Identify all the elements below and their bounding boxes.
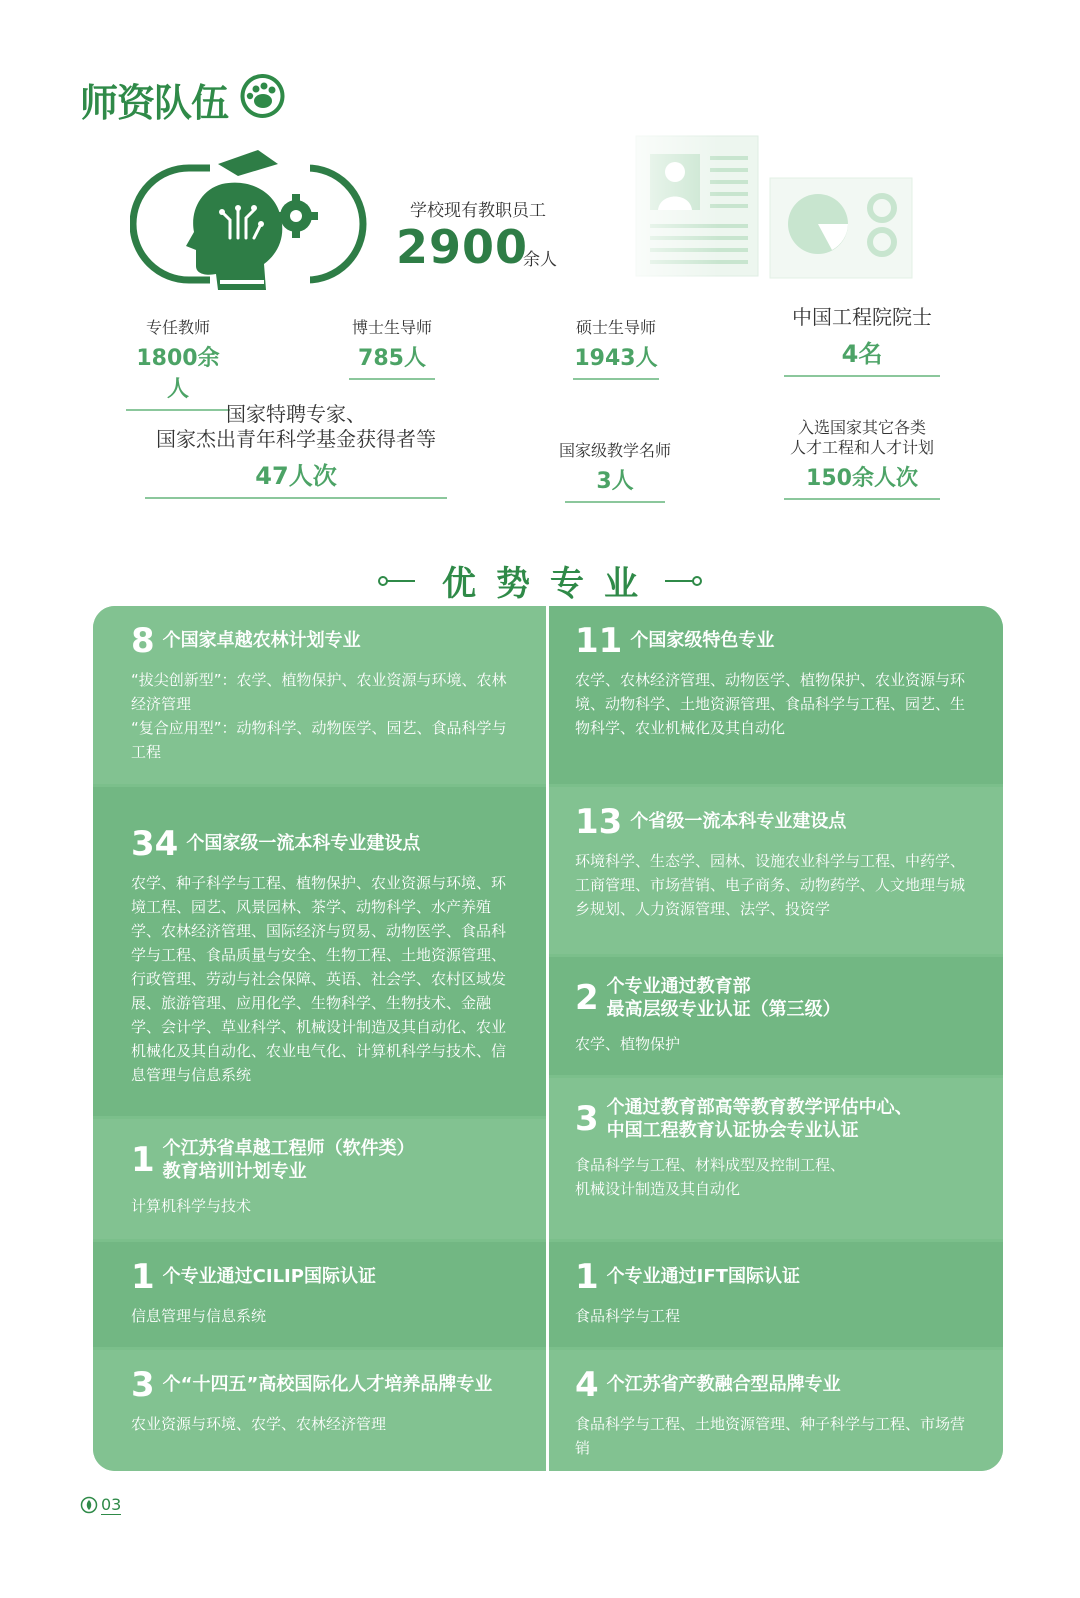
major-card — [549, 957, 1003, 1075]
major-title: 个国家级一流本科专业建设点 — [186, 833, 421, 855]
major-card — [549, 1242, 1003, 1347]
major-count: 3 — [575, 1099, 599, 1140]
major-title: 个专业通过CILIP国际认证 — [162, 1266, 376, 1288]
stat-value: 4名 — [841, 340, 883, 368]
major-line: 机械设计制造及其自动化 — [575, 1179, 741, 1198]
stat-underline — [784, 375, 940, 377]
stat-value: 150余人次 — [806, 466, 918, 491]
title-deco-right-icon — [663, 574, 703, 588]
major-line: 信息管理与信息系统 — [131, 1307, 267, 1325]
major-card — [93, 787, 546, 1116]
page-number: 03 — [101, 1495, 122, 1514]
stat-value: 47人次 — [255, 462, 337, 490]
major-count: 11 — [575, 621, 623, 661]
major-count: 1 — [131, 1140, 155, 1181]
major-line: “拔尖创新型”：农学、植物保护、农业资源与环境、农林经济管理 — [131, 671, 507, 713]
major-card — [93, 606, 546, 784]
major-count: 34 — [131, 824, 179, 864]
stat-label-line2: 人才工程和人才计划 — [789, 438, 934, 457]
stat-label: 硕士生导师 — [575, 318, 656, 337]
major-title: 个专业通过IFT国际认证 — [606, 1266, 800, 1288]
major-title: 个“十四五”高校国际化人才培养品牌专业 — [162, 1374, 493, 1396]
stat-fulltime-teachers — [126, 318, 230, 411]
major-count: 1 — [131, 1257, 155, 1297]
stat-label: 国家级教学名师 — [558, 441, 671, 460]
stat-value: 785人 — [358, 346, 426, 371]
major-title: 个国家卓越农林计划专业 — [162, 630, 361, 652]
section-title-text: 优势专业 — [442, 564, 658, 604]
school-emblem-icon — [80, 1496, 98, 1514]
stat-master-supervisors — [568, 318, 664, 380]
stat-distinguished-experts — [140, 402, 452, 499]
page-footer — [80, 1495, 121, 1515]
major-card — [93, 1350, 546, 1471]
major-count: 4 — [575, 1365, 599, 1405]
major-count: 3 — [131, 1365, 155, 1405]
stat-label-line1: 入选国家其它各类 — [797, 418, 926, 437]
major-count: 1 — [575, 1257, 599, 1297]
stat-label: 博士生导师 — [351, 318, 432, 337]
major-line: 食品科学与工程、材料成型及控制工程、 — [575, 1155, 846, 1174]
major-title-line2: 最高层级专业认证（第三级） — [606, 999, 841, 1021]
major-count: 2 — [575, 978, 599, 1019]
major-line: 农学、植物保护 — [575, 1034, 681, 1053]
stat-label-line1: 国家特聘专家、 — [226, 402, 366, 426]
major-title-line2: 中国工程教育认证协会专业认证 — [606, 1120, 859, 1142]
major-line: 环境科学、生态学、园林、设施农业科学与工程、中药学、工商管理、市场营销、电子商务、动物药学、人文地理与城乡规划、人力资源管理、法学、投资学 — [575, 852, 966, 918]
major-title: 个通过教育部高等教育教学评估中心、 — [606, 1097, 913, 1118]
major-count: 13 — [575, 802, 623, 842]
major-card — [549, 787, 1003, 954]
major-title: 个省级一流本科专业建设点 — [630, 811, 847, 833]
page-title: 师资队伍 — [80, 81, 229, 125]
stat-underline — [565, 501, 665, 503]
stat-label-line2: 国家杰出青年科学基金获得者等 — [156, 427, 436, 451]
major-title: 个专业通过教育部 — [606, 976, 751, 997]
stat-underline — [145, 497, 447, 499]
stat-value: 3人 — [596, 469, 634, 494]
major-card — [93, 1119, 546, 1239]
staff-unit: 余人 — [523, 250, 557, 270]
major-line: 农学、农林经济管理、动物医学、植物保护、农业资源与环境、动物科学、土地资源管理、食品科学与工程、园艺、生物科学、农业机械化及其自动化 — [575, 671, 966, 737]
column-divider — [546, 606, 549, 1471]
major-title: 个江苏省卓越工程师（软件类） — [162, 1138, 415, 1159]
stat-underline — [349, 378, 435, 380]
stat-underline — [784, 498, 940, 500]
stat-talent-programs — [778, 418, 946, 500]
major-line: 计算机科学与技术 — [131, 1196, 252, 1215]
stat-academicians — [784, 305, 940, 377]
major-line: 食品科学与工程 — [575, 1307, 681, 1325]
major-title: 个国家级特色专业 — [630, 630, 775, 652]
major-line: “复合应用型”：动物科学、动物医学、园艺、食品科学与工程 — [131, 719, 507, 761]
stat-teaching-masters — [550, 441, 680, 503]
major-title-line2: 教育培训计划专业 — [162, 1161, 307, 1183]
title-deco-left-icon — [377, 574, 417, 588]
major-line: 农业资源与环境、农学、农林经济管理 — [131, 1415, 387, 1433]
major-line: 农学、种子科学与工程、植物保护、农业资源与环境、环境工程、园艺、风景园林、茶学、动物科学、水产养殖学、农林经济管理、国际经济与贸易、动物医学、食品科学与工程、食品质量与安全、生物工程、土地资源管理、行政管理、劳动与社会保障、英语、社会学、农村区域发展、旅游管理、应用化学、生物科学、生物技术、金融学、会计学、草业科学、机械设计制造及其自动化、农业机械化及其自动化、农业电气化、计算机科学与技术、信息管理与信息系统 — [131, 874, 507, 1084]
stat-phd-supervisors — [344, 318, 440, 380]
major-card — [549, 606, 1003, 784]
resume-document-icon — [600, 132, 940, 280]
major-card — [93, 1242, 546, 1347]
staff-number: 2900 — [396, 220, 529, 274]
teacher-head-icon — [130, 150, 370, 300]
section-title — [0, 556, 1080, 605]
stat-underline — [573, 378, 659, 380]
major-line: 食品科学与工程、土地资源管理、种子科学与工程、市场营销 — [575, 1415, 966, 1457]
majors-grid — [93, 606, 1003, 1471]
stat-label: 专任教师 — [145, 318, 210, 337]
major-title: 个江苏省产教融合型品牌专业 — [606, 1374, 841, 1396]
stat-label: 中国工程院院士 — [792, 305, 932, 329]
stat-value: 1943人 — [574, 346, 658, 371]
major-count: 8 — [131, 621, 155, 661]
major-card — [549, 1078, 1003, 1239]
paw-icon — [238, 72, 288, 118]
stat-value: 1800余人 — [136, 346, 220, 402]
major-card — [549, 1350, 1003, 1471]
staff-label: 学校现有教职员工 — [410, 201, 546, 221]
